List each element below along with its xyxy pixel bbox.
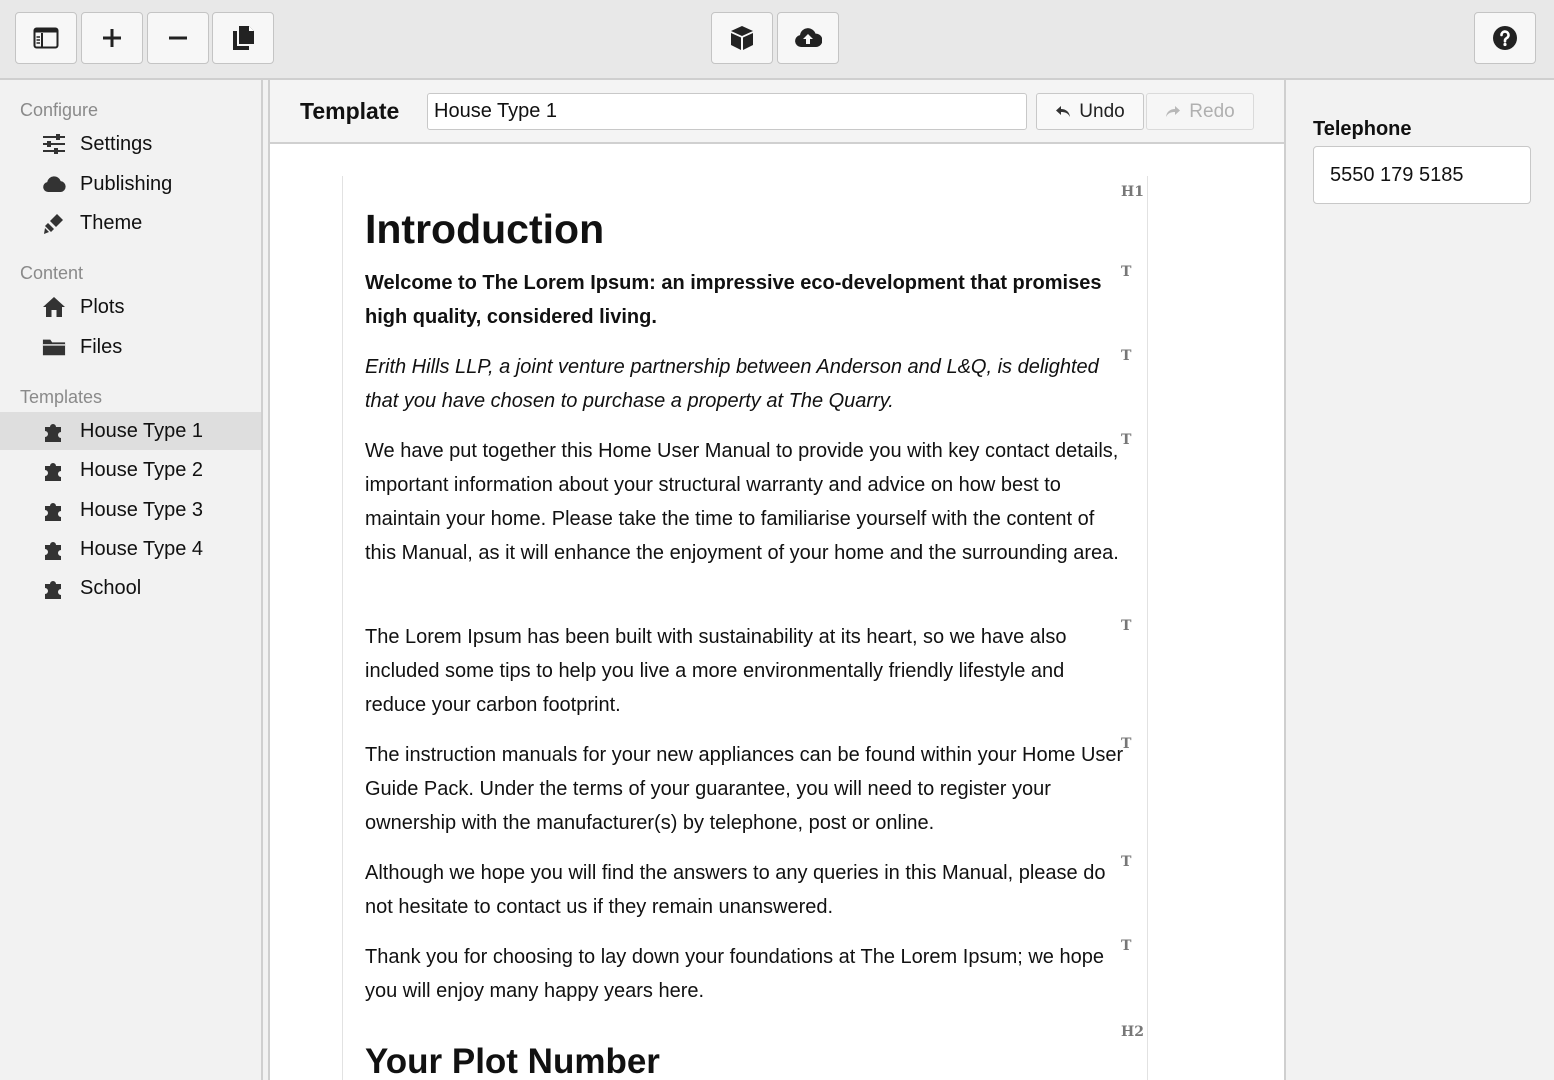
telephone-label: Telephone [1313,118,1412,140]
block-type-tag: T [1121,264,1132,280]
document-canvas[interactable] [342,176,1148,1080]
folder-icon [42,335,66,359]
redo-icon [1165,105,1181,119]
section-title-configure: Configure [20,100,99,120]
editor-header [270,80,1284,144]
paragraph-block[interactable]: Welcome to The Lorem Ipsum: an impressive eco-development that promises high quality, considered living. [365,272,1102,328]
paragraph-block[interactable]: The Lorem Ipsum has been built with sustainability at its heart, so we have also included some tips to help you live a more environmentally friendly lifestyle and reduce your carbon footprint. [365,626,1067,716]
puzzle-icon [42,458,66,482]
cloud-icon [42,172,66,196]
paragraph-block[interactable]: Although we hope you will find the answers to any queries in this Manual, please do not hesitate to contact us if they remain unanswered. [365,862,1106,918]
redo-label: Redo [1189,100,1235,122]
heading-introduction[interactable]: Introduction [365,206,605,252]
paint-brush-icon [42,211,66,235]
sidebar-item-label: Files [80,335,123,358]
publish-button[interactable] [777,12,839,64]
help-button[interactable] [1474,12,1536,64]
sidebar-item-settings[interactable] [0,125,261,163]
paragraph-block[interactable]: Thank you for choosing to lay down your foundations at The Lorem Ipsum; we hope you will enjoy many happy years here. [365,946,1104,1002]
toggle-sidebar-button[interactable] [15,12,77,64]
undo-label: Undo [1079,100,1125,122]
block-type-tag: T [1121,618,1132,634]
sidebar-item-house-type-3[interactable] [0,491,261,529]
remove-button[interactable] [147,12,209,64]
home-icon [42,295,66,319]
sidebar-item-files[interactable] [0,328,261,366]
plus-icon [101,27,123,49]
sidebar-item-school[interactable] [0,569,261,607]
undo-button[interactable] [1036,93,1144,130]
sidebar [0,80,263,1080]
block-type-tag: T [1121,938,1132,954]
sidebar-item-label: House Type 3 [80,498,204,521]
sidebar-item-house-type-1[interactable] [0,412,261,450]
sidebar-item-label: School [80,576,142,599]
puzzle-icon [42,537,66,561]
sidebar-item-label: Theme [80,211,143,234]
template-label: Template [300,98,400,124]
template-name-input[interactable] [427,93,1027,130]
block-type-tag: T [1121,348,1132,364]
section-title-templates: Templates [20,387,103,407]
puzzle-icon [42,498,66,522]
block-type-tag: H2 [1121,1024,1144,1040]
sidebar-item-house-type-4[interactable] [0,530,261,568]
editor-panel [268,80,1286,1080]
paragraph-block[interactable]: We have put together this Home User Manual to provide you with key contact details, important information about your structural warranty and advice on how best to maintain your home. Please take the time to familiarise yourself with the content of this Manual, as it will enhance the enjoyment of your home and the surrounding area. [365,440,1119,564]
sidebar-item-label: Plots [80,295,125,318]
help-icon [1492,25,1518,51]
undo-icon [1055,105,1071,119]
sidebar-item-label: Publishing [80,172,173,195]
telephone-input[interactable] [1313,146,1531,204]
toolbar [0,0,1554,80]
block-type-tag: T [1121,854,1132,870]
section-title-content: Content [20,263,84,283]
sidebar-toggle-icon [33,27,59,49]
sidebar-item-label: House Type 4 [80,537,204,560]
block-type-tag: T [1121,736,1132,752]
puzzle-icon [42,576,66,600]
sidebar-item-theme[interactable] [0,204,261,242]
preview-button[interactable] [711,12,773,64]
puzzle-icon [42,419,66,443]
sidebar-item-label: Settings [80,132,153,155]
properties-panel [1290,80,1554,1080]
add-button[interactable] [81,12,143,64]
paragraph-block[interactable]: The instruction manuals for your new appliances can be found within your Home User Guide Pack. Under the terms of your guarantee, you will need to register your ownership with the manufacturer(s) by telephone, post or online. [365,744,1124,834]
minus-icon [167,27,189,49]
sidebar-item-publishing[interactable] [0,165,261,203]
block-type-tag: H1 [1121,184,1144,200]
sidebar-item-plots[interactable] [0,288,261,326]
redo-button[interactable] [1146,93,1254,130]
duplicate-button[interactable] [212,12,274,64]
sidebar-item-label: House Type 1 [80,419,204,442]
block-type-tag: T [1121,432,1132,448]
cube-icon [729,25,755,51]
cloud-upload-icon [794,27,822,49]
paragraph-block[interactable]: Erith Hills LLP, a joint venture partnership between Anderson and L&Q, is delighted that you have chosen to purchase a property at The Quarry. [365,356,1099,412]
sidebar-item-house-type-2[interactable] [0,451,261,489]
heading-plot-number[interactable]: Your Plot Number [365,1042,660,1080]
sliders-icon [42,132,66,156]
duplicate-icon [231,25,255,51]
sidebar-item-label: House Type 2 [80,458,204,481]
